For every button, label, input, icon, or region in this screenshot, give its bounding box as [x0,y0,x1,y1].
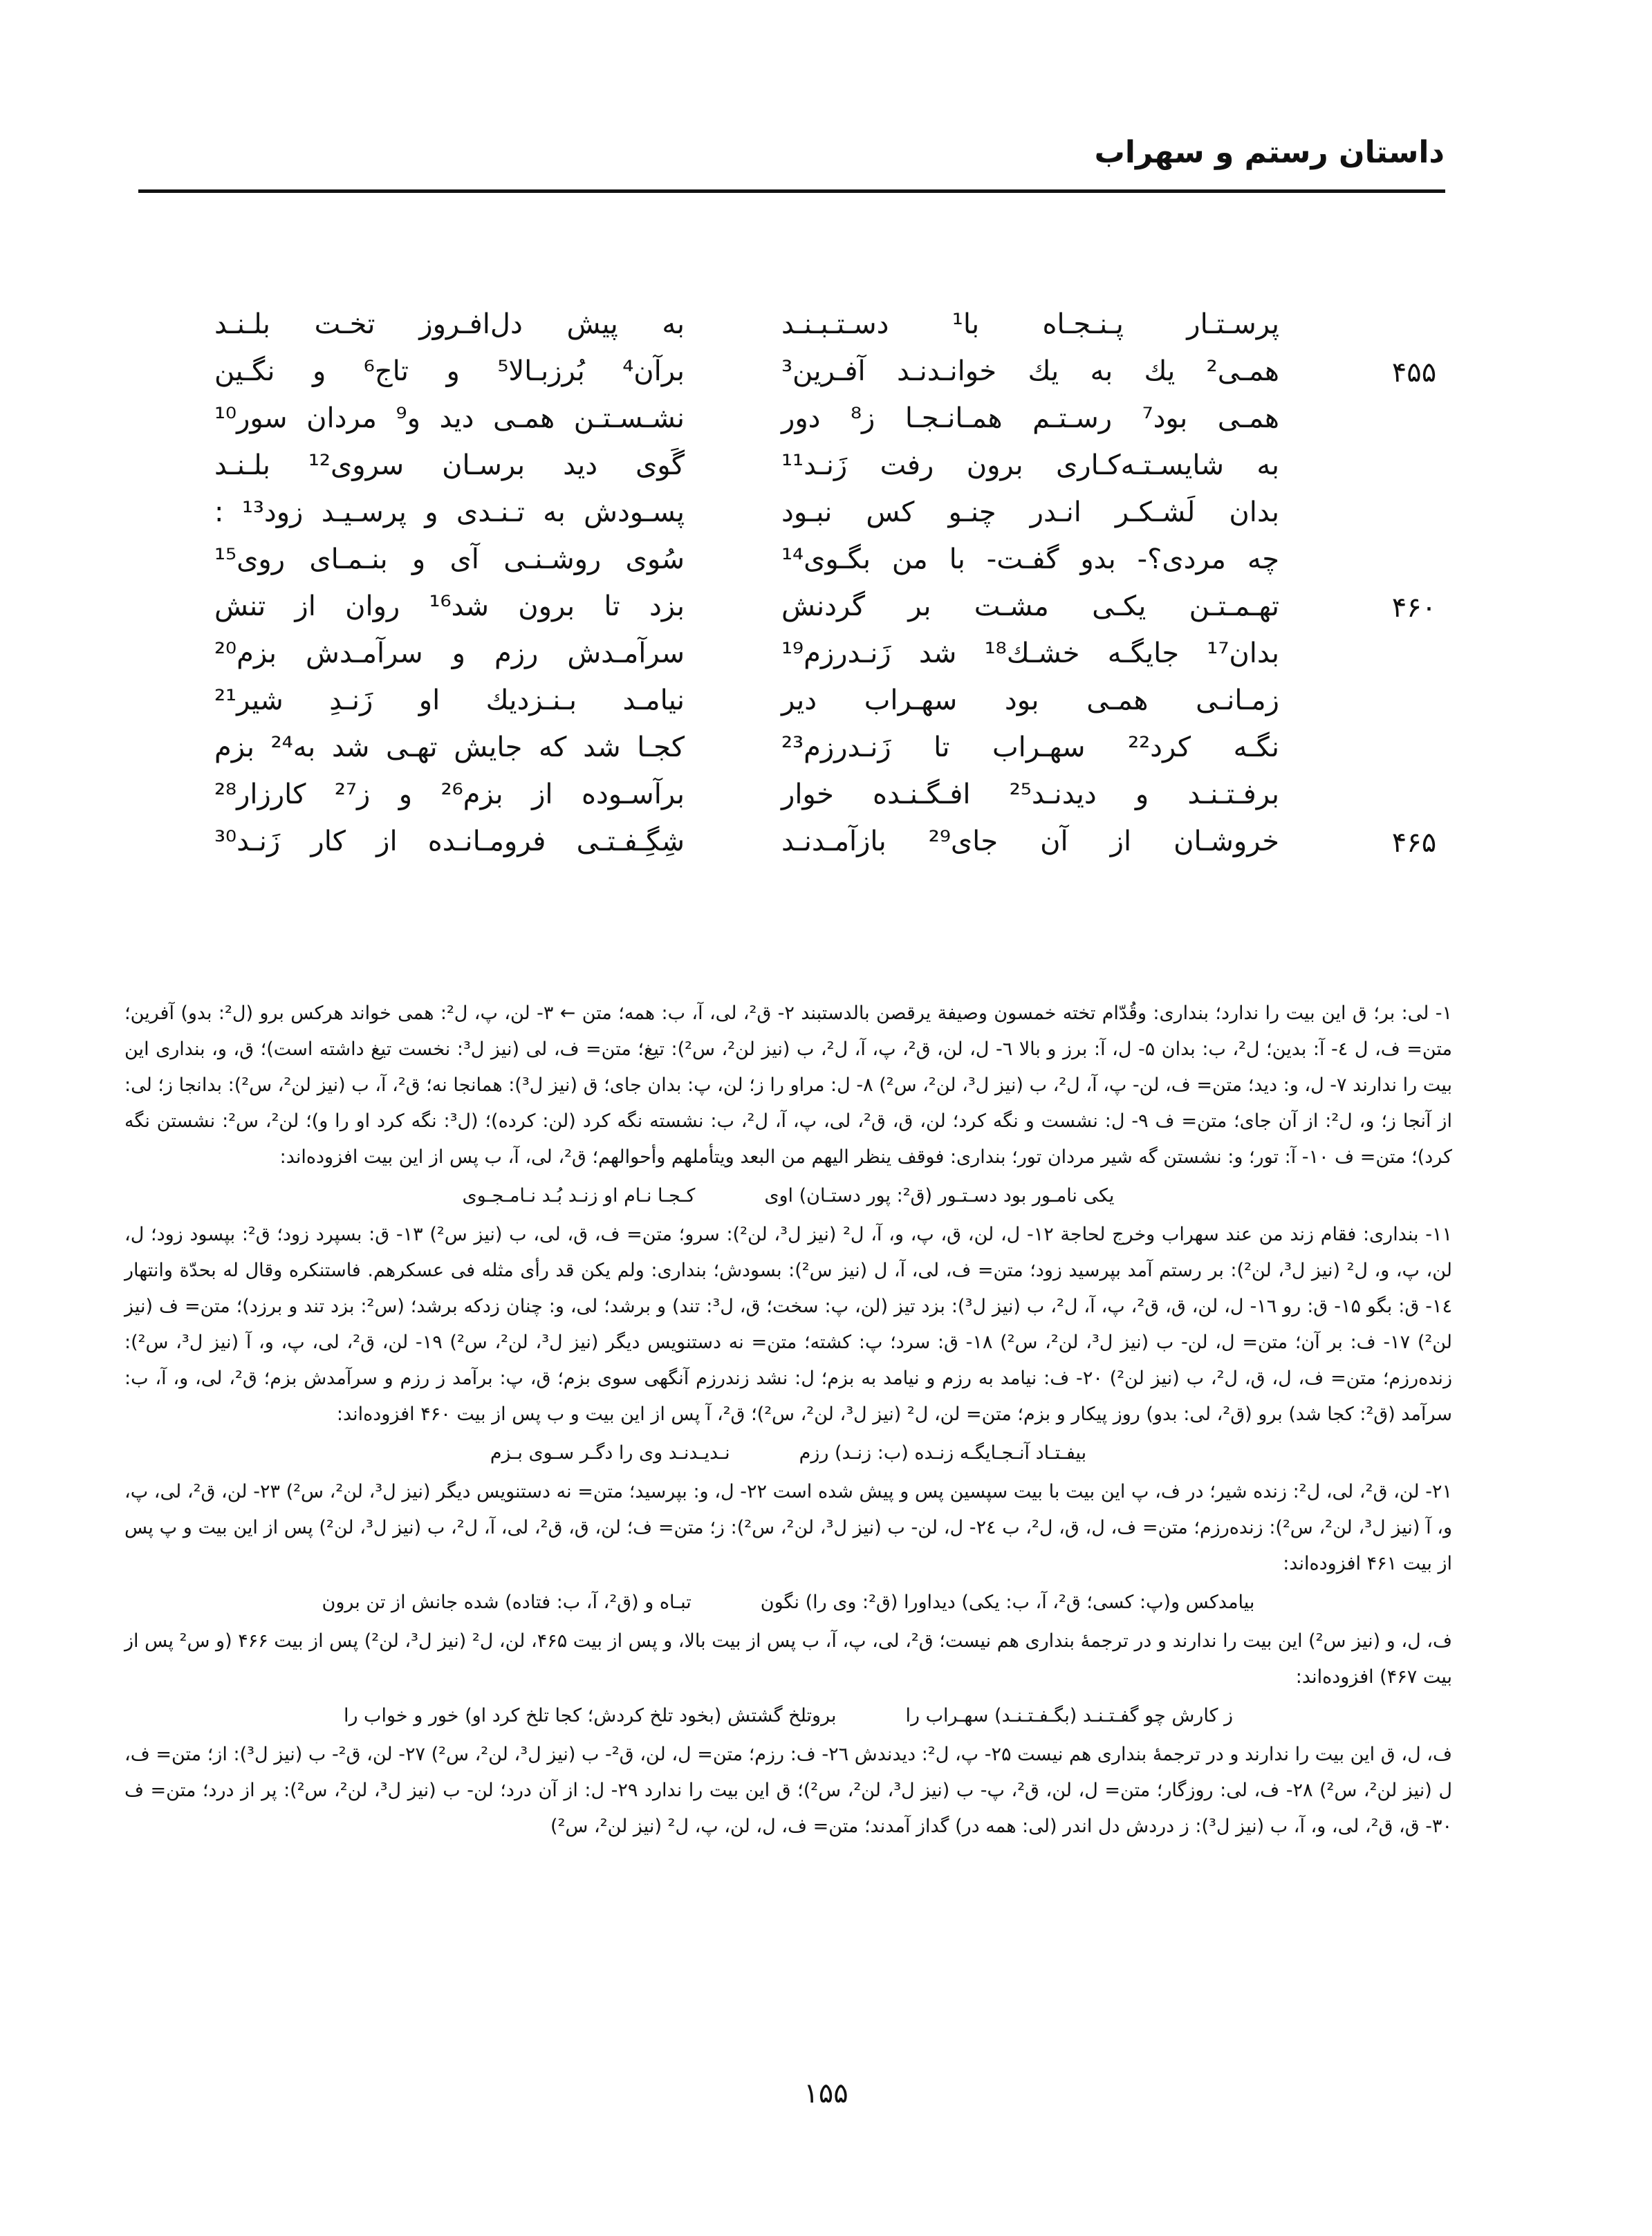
added-verse-second-hemistich: نـدیـدنـد وی را دگـر سـوی بـزم [490,1442,730,1464]
first-hemistich: همـی بود⁷ رسـتـم همـانـجـا ز⁸ دور [781,402,1279,434]
header-rule [138,189,1445,193]
verse-number: ۴۶۰ [1391,592,1437,624]
first-hemistich: چه مردی؟- بدو گفـت- با من بگـوی¹⁴ [781,543,1279,575]
footnote-paragraph: ف، ل، و (نیز س²) این بیت را ندارند و در ترجمهٔ بنداری هم نیست؛ ق²، لی، پ، آ، ب پس از بیت بالا، و پس از بیت ۴۶۵، لن، ل² (نیز ل³، لن²) پس از بیت ۴۶۶ (و س² پس از بیت ۴۶۷) افزوده‌اند: [124,1630,1452,1688]
added-verse-second-hemistich: تبـاه و (ق²، آ، ب: فتاده) شده جانش از تن برون [322,1592,692,1613]
added-verse-second-hemistich: بروتلخ گشتش (بخود تلخ کردش؛ کجا تلخ کرد او) خور و خواب را [343,1705,837,1726]
verse-line [207,445,1452,492]
second-hemistich: پسـودش به تـنـدی و پرسـیـد زود¹³ : [214,496,685,528]
verse-number: ۴۶۵ [1391,827,1437,859]
verse-line [207,398,1452,445]
second-hemistich: برآسـوده از بزم²⁶ و ز²⁷ کارزار²⁸ [214,779,685,810]
first-hemistich: نگـه کرد²² سهـراب تا زَنـدرزم²³ [781,732,1279,763]
first-hemistich: خروشـان از آن جای²⁹ بازآمـدنـد [781,826,1280,857]
first-hemistich: پرسـتـار پـنـجـاه با¹ دسـتـبـنـد [781,308,1279,340]
verse-line [207,774,1452,821]
running-header-title: داستان رستم و سهراب [1094,135,1445,170]
second-hemistich: بزد تا برون شد¹⁶ روان از تنش [214,590,685,622]
footnotes [124,996,1452,1845]
first-hemistich: به شایسـتـه‌کـاری برون رفت زَنـد¹¹ [781,449,1279,481]
second-hemistich: به پیش دل‌افـروز تخـت بلـنـد [214,308,685,340]
verse-number: ۴۵۵ [1391,357,1437,389]
verse-block [207,304,1452,868]
verse-line [207,633,1452,680]
second-hemistich: نشـسـتـن همـی دید و⁹ مردان سور¹⁰ [214,402,685,434]
footnote-added-verse [124,1698,1452,1734]
verse-line [207,492,1452,539]
footnote-paragraph: ف، ل، ق این بیت را ندارند و در ترجمهٔ بنداری هم نیست ۲۵- پ، ل²: دیدندش ۲٦- ف: رزم؛ متن= ل، لن، ق²- ب (نیز ل³، لن²، س²) ۲۷- لن، ق²- ب (نیز ل³): از؛ متن= ف، ل (نیز لن²، س²) ۲۸- ف، لی: روزگار؛ متن= ل، لن، ق²، پ- ب (نیز ل³، لن²، س²)؛ ق این بیت را ندارد ۲۹- ل: از آن درد؛ لن- ب (نیز ل³، لن²، س²): پر از درد؛ متن= ف ۳۰- ق، ق²، لی، و، آ، ب (نیز ل³): ز دردش دل اندر (لی: همه در) گداز آمدند؛ متن= ف، ل، لن، پ، ل² (نیز لن²، س²) [124,1744,1453,1837]
first-hemistich: برفـتـنـد و دیدنـد²⁵ افـگـنـده خوار [781,779,1279,810]
footnote-added-verse [124,1585,1452,1621]
second-hemistich: سُوی روشـنـی آی و بنـمـای روی¹⁵ [214,543,685,575]
second-hemistich: شِگِـفـتـی فرومـانـده از کار زَنـد³⁰ [214,826,685,857]
verse-line [207,539,1452,586]
second-hemistich: گَوی دید برسـان سروی¹² بلـنـد [214,449,685,481]
second-hemistich: برآن⁴ بُرزبـالا⁵ و تاج⁶ و نگـین [214,355,685,387]
added-verse-second-hemistich: کـجـا نـام او زنـد بُـد نـامـجـوی [462,1185,696,1206]
second-hemistich: نیامـد بـنـزدیك او زَنـدِ شیر²¹ [214,684,685,716]
verse-line [207,586,1452,633]
footnote-added-verse [124,1178,1452,1214]
verse-line [207,304,1452,351]
first-hemistich: همـی² یك به یك خوانـدنـد آفـرین³ [781,355,1279,387]
footnote-paragraph: ۱۱- بنداری: فقام زند من عند سهراب وخرج لحاجة ۱۲- ل، لن، ق، پ، و، آ، ل² (نیز ل³، لن²): سرو؛ متن= ف، ق، لی، ب (نیز س²) ۱۳- ق: بسپرد زود؛ ق²: بپسود زود؛ ل، لن، پ، و، ل² (نیز ل³، لن²): بر رستم آمد بپرسید زود؛ متن= ف، لی، آ، ل (نیز س²): بسودش؛ بنداری: ولم یکن قد رأی مثله فی عسکرهم. فاستنکره وقال له بحدّة وانتهار ١٤- ق: بگو ١۵- ق: رو ١٦- ل، لن، ق، ق²، پ، آ، ل²، ب (نیز ل³): بزد تیز (لن، پ: سخت؛ ق، ل³: تند) و برشد؛ لی، و: چنان زدکه برشد؛ (س²: بزد تند و برزد)؛ متن= ف (نیز لن²) ۱۷- ف: بر آن؛ متن= ل، لن- ب (نیز ل³، لن²، س²) ۱۸- ق: سرد؛ پ: کشته؛ متن= نه دستنویس دیگر (نیز ل³، لن²، س²) ۱۹- لن، ق²، لی، پ، و، آ (نیز ل³، س²): زنده‌رزم؛ متن= ف، ل، ق، ل²، ب (نیز لن²) ۲۰- ف: نیامد به رزم و نیامد به بزم؛ ل: نشد زندرزم آنگهی سوی بزم؛ ق، پ: برآمد ز رزم و سرآمدش بزم؛ ق²، لی، و، آ، ب: سرآمد (ق²: کجا شد) برو (ق²، لی: بدو) روز پیکار و بزم؛ متن= لن، ل² (نیز ل³، لن²، س²)؛ ق²، آ پس از این بیت و ب پس از بیت ۴۶۰ افزوده‌اند: [124,1224,1453,1425]
added-verse-first-hemistich: یکی نامـور بود دسـتـور (ق²: پور دستـان) اوی [764,1185,1115,1206]
added-verse-first-hemistich: بیفـتـاد آنـجـایگـه زنـده (ب: زنـد) رزم [799,1442,1087,1464]
first-hemistich: بدان لَشـکـر انـدر چنـو کس نبـود [781,496,1279,528]
verse-line [207,727,1452,774]
first-hemistich: بدان¹⁷ جایگـه خشـك¹⁸ شد زَنـدرزم¹⁹ [781,637,1279,669]
verse-line [207,821,1452,868]
page-number: ۱۵۵ [804,2078,848,2109]
second-hemistich: کجـا شد که جایش تهـی شد به²⁴ بزم [214,732,685,763]
verse-line [207,351,1452,398]
first-hemistich: زمـانـی همـی بود سهـراب دیر [781,684,1279,716]
added-verse-first-hemistich: ز کارش چو گفـتـنـد (بگـفـتـنـد) سهـراب را [905,1705,1234,1726]
first-hemistich: تهـمـتـن یکـی مشـت بر گردنش [781,590,1279,622]
added-verse-first-hemistich: بیامدکس و(پ: کسی؛ ق²، آ، ب: یکی) دیداورا (ق²: وی را) نگون [760,1592,1255,1613]
footnote-paragraph: ۲۱- لن، ق²، لی، ل²: زنده شیر؛ در ف، پ این بیت با بیت سپسین پس و پیش شده است ۲۲- ل، و: بپرسید؛ متن= نه دستنویس دیگر (نیز ل³، لن²، س²) ۲۳- لن، ق²، لی، پ، و، آ (نیز ل³، لن²، س²): زنده‌رزم؛ متن= ف، ل، ق، ل²، ب ۲٤- ل، لن- ب (نیز ل³، لن²، س²): ز؛ متن= ف؛ لن، ق، ق²، لی، آ، ل²، ب (نیز ل³، لن²) پس از این بیت و پ پس از بیت ۴۶۱ افزوده‌اند: [124,1481,1453,1574]
verse-line [207,680,1452,727]
footnote-added-verse [124,1435,1452,1471]
second-hemistich: سرآمـدش رزم و سرآمـدش بزم²⁰ [214,637,685,669]
footnote-paragraph: ۱- لی: بر؛ ق این بیت را ندارد؛ بنداری: وقُدّام تخته خمسون وصیفة یرقصن بالدستبند ۲- ق²، لی، آ، ب: همه؛ متن ← ۳- لن، پ، ل²: همی خواند هرکس برو (ل²: بدو) آفرین؛ متن= ف، ل ٤- آ: بدین؛ ل²، ب: بدان ۵- ل، آ: برز و بالا ٦- ل، لن، ق²، پ، آ، ل²، ب (نیز لن²، س²): تیغ؛ متن= ف، لی (نیز ل³: نخست تیغ داشته است)؛ ق، و، بنداری این بیت را ندارند ۷- ل، و: دید؛ متن= ف، لن- پ، آ، ل²، ب (نیز ل³، لن²، س²) ۸- ل: مراو را ز؛ لن، پ: بدان جای؛ ق (نیز ل³): همانجا نه؛ ق²، آ، ب (نیز لن²، س²): بدانجا ز؛ لی: از آنجا ز؛ و، ل²: از آن جای؛ متن= ف ۹- ل: نشست و نگه کرد؛ لن، ق، ق²، لی، پ، آ، ل²، ب: نشسته نگه کرد (لن: کرده)؛ (ل³: نگه کرد او را و)؛ لن²، س²: نشستن نگه کرد)؛ متن= ف ۱۰- آ: تور؛ و: نشستن گه شیر مردان تور؛ بنداری: فوقف ینظر الیهم من البعد ویتأملهم وأحوالهم؛ ق²، لی، آ، ب پس از این بیت افزوده‌اند: [124,1003,1453,1168]
